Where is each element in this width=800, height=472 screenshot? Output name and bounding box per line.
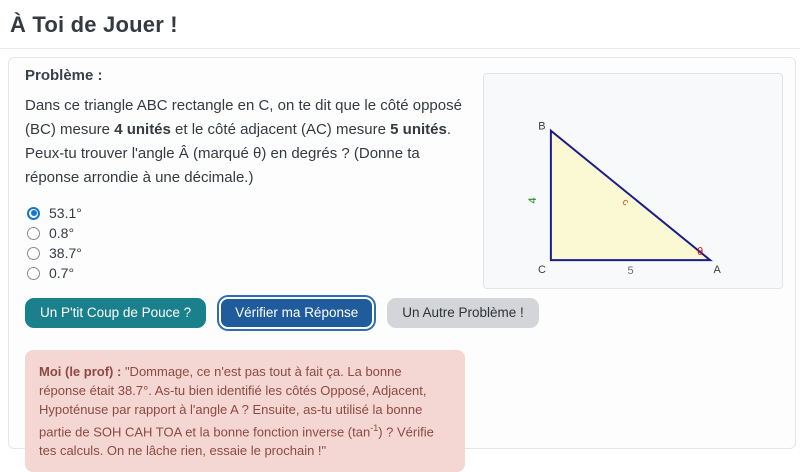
answer-option-label: 53.1° [49, 205, 82, 221]
radio-icon[interactable] [27, 247, 40, 260]
problem-panel [8, 57, 796, 459]
side-ca-length-label: 5 [627, 265, 634, 278]
radio-icon[interactable] [27, 227, 40, 240]
triangle-shape [551, 131, 710, 260]
theta-angle-label: θ [697, 246, 704, 259]
feedback-text: "Dommage, ce n'est pas tout à fait ça. La bonne réponse était 38.7°. As-tu bien identifié les côtés Opposé, Adjacent, Hypoténuse par rapport à l'angle A ? Ensuite, as-tu utilisé la bonne partie de SOH CAH TOA et la bonne fonction inverse (tan [39, 364, 427, 440]
problem-text-part: Dans ce triangle ABC rectangle en C, on te dit que le côté opposé (BC) mesure [25, 97, 462, 138]
problem-statement [25, 94, 477, 190]
feedback-text: ) ? Vérifie tes calculs. On ne lâche rien, essaie le prochain !" [39, 424, 434, 459]
triangle-diagram-panel [483, 73, 783, 289]
vertex-a-label: A [713, 264, 721, 277]
action-buttons [25, 297, 781, 329]
triangle-diagram [484, 74, 782, 288]
problem-value-opposite: 4 unités [114, 121, 171, 138]
hypotenuse-label: c [619, 196, 631, 209]
answer-option-label: 0.7° [49, 265, 75, 281]
radio-icon[interactable] [27, 267, 40, 280]
problem-heading: Problème : [25, 67, 103, 84]
problem-text-part: . Peux-tu trouver l'angle Â (marqué θ) en degrés ? (Donne ta réponse arrondie à une décimale.) [25, 121, 451, 186]
vertex-b-label: B [538, 120, 546, 133]
teacher-feedback [25, 350, 465, 472]
feedback-speaker: Moi (le prof) : [39, 364, 122, 379]
feedback-superscript: -1 [370, 423, 379, 433]
new-problem-button[interactable]: Un Autre Problème ! [387, 298, 539, 328]
radio-selected-icon[interactable] [27, 207, 40, 220]
problem-value-adjacent: 5 unités [390, 121, 447, 138]
title-divider [0, 48, 800, 49]
verify-answer-button[interactable]: Vérifier ma Réponse [219, 297, 374, 329]
problem-text-part: et le côté adjacent (AC) mesure [170, 121, 391, 138]
vertex-c-label: C [537, 264, 546, 277]
answer-option-label: 38.7° [49, 245, 82, 261]
hint-button[interactable]: Un P'tit Coup de Pouce ? [25, 298, 206, 328]
page-title: À Toi de Jouer ! [10, 12, 178, 37]
answer-option-label: 0.8° [49, 225, 75, 241]
side-bc-length-label: 4 [526, 197, 539, 204]
